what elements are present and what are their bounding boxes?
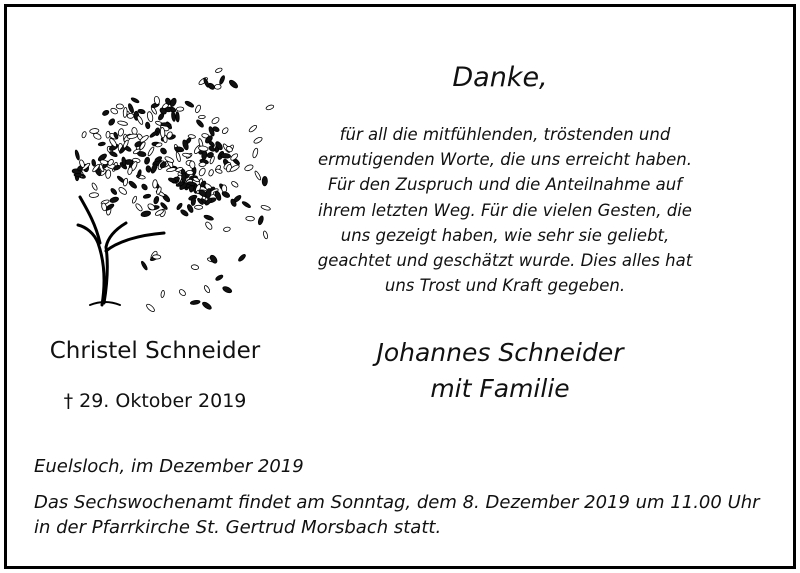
deceased-name: Christel Schneider: [49, 338, 261, 364]
thanks-line: ihrem letzten Weg. Für die vielen Gesten, die: [318, 200, 692, 220]
signers: [300, 335, 700, 407]
thanks-line: uns Trost und Kraft gegeben.: [384, 276, 626, 296]
death-date: † 29. Oktober 2019: [63, 390, 247, 412]
service-notice-line: Das Sechswochenamt findet am Sonntag, dem 8. Dezember 2019 um 11.00 Uhr: [34, 492, 760, 513]
signer-family: mit Familie: [430, 374, 570, 403]
thanks-line: für all die mitfühlenden, tröstenden und: [339, 125, 671, 144]
signer-name: Johannes Schneider: [376, 338, 624, 367]
service-notice-line: in der Pfarrkirche St. Gertrud Morsbach statt.: [34, 517, 442, 538]
tree-trunk: [78, 197, 164, 305]
thanks-line: ermutigenden Worte, die uns erreicht haben.: [317, 150, 693, 170]
service-notice: [34, 490, 774, 540]
thanks-line: uns gezeigt haben, wie sehr sie geliebt,: [340, 225, 670, 245]
thanks-line: geachtet und geschätzt wurde. Dies alles hat: [317, 251, 693, 271]
thanks-line: Für den Zuspruch und die Anteilnahme auf: [328, 175, 682, 195]
windblown-tree-icon: [60, 65, 275, 325]
thanks-heading: Danke,: [452, 62, 548, 93]
tree-leaves: [72, 67, 274, 313]
place-date: Euelsloch, im Dezember 2019: [34, 456, 304, 477]
thanks-message: [300, 122, 710, 298]
